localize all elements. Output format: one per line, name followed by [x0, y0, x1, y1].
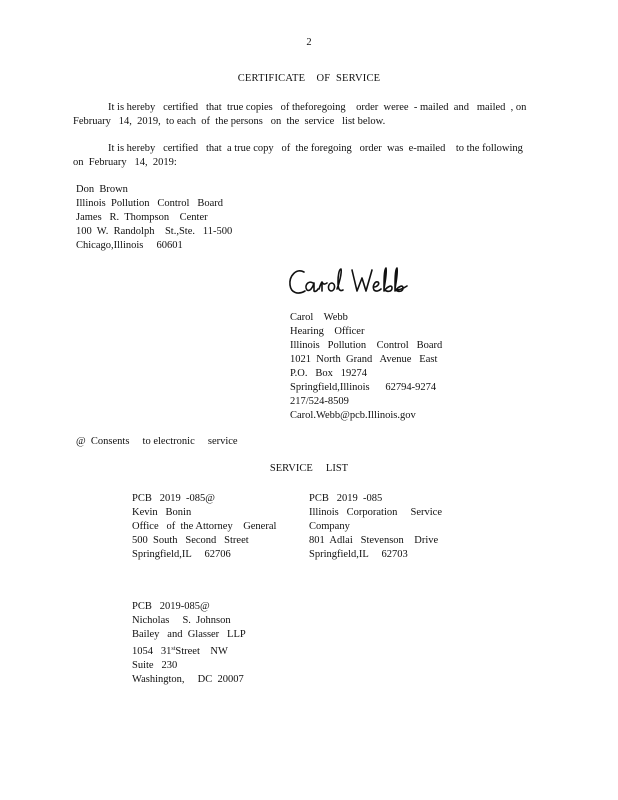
signer-title: Hearing Officer [290, 326, 365, 337]
entry-street-rest: Street NW [175, 646, 228, 657]
signer-address-line: 1021 North Grand Avenue East [290, 354, 438, 365]
recipient-address [76, 183, 232, 253]
street-ordinal-suffix: st [171, 646, 176, 652]
entry-line: Bailey and Glasser LLP [132, 629, 246, 640]
entry-line: PCB 2019-085@ [132, 601, 210, 612]
certificate-title: CERTIFICATE OF SERVICE [237, 73, 381, 84]
service-list-title: SERVICE LIST [269, 463, 349, 474]
signer-po-box: P.O. Box 19274 [290, 368, 368, 379]
service-list-entry [132, 492, 276, 562]
signer-city-line: Springfield,Illinois 62794-9274 [290, 382, 437, 393]
entry-line: 801 Adlai Stevenson Drive [309, 535, 439, 546]
certificate-paragraph-2-line-1: It is hereby certified that a true copy of the foregoing order was e-mailed to the following [108, 143, 523, 154]
entry-line: Springfield,IL 62703 [309, 549, 408, 560]
entry-line: PCB 2019 -085 [309, 493, 383, 504]
handwritten-signature [286, 262, 416, 302]
entry-line: Washington, DC 20007 [132, 674, 244, 685]
entry-line: Illinois Corporation Service [309, 507, 442, 518]
recipient-line: 100 W. Randolph St.,Ste. 11-500 [76, 226, 233, 237]
entry-line: Suite 230 [132, 660, 178, 671]
entry-line: Office of the Attorney General [132, 521, 277, 532]
recipient-line: James R. Thompson Center [76, 212, 208, 223]
certificate-paragraph-2-line-2: on February 14, 2019: [73, 157, 177, 168]
signer-email: Carol.Webb@pcb.Illinois.gov [290, 410, 416, 421]
signer-organization: Illinois Pollution Control Board [290, 340, 443, 351]
entry-line: Company [309, 521, 350, 532]
signature-block [290, 311, 442, 423]
signer-phone: 217/524-8509 [290, 396, 349, 407]
service-list-entry [132, 600, 246, 687]
entry-street-number: 1054 31 [132, 646, 172, 657]
recipient-line: Don Brown [76, 184, 128, 195]
service-list-entry [309, 492, 442, 562]
entry-line: 500 South Second Street [132, 535, 249, 546]
entry-line: PCB 2019 -085@ [132, 493, 215, 504]
page-number: 2 [306, 37, 312, 48]
certificate-paragraph-1-line-2: February 14, 2019, to each of the persons on the service list below. [73, 116, 386, 127]
recipient-line: Illinois Pollution Control Board [76, 198, 224, 209]
entry-street-line [132, 642, 246, 659]
certificate-paragraph-1-line-1: It is hereby certified that true copies of theforegoing order weree - mailed and mailed , on [108, 102, 527, 113]
entry-line: Nicholas S. Johnson [132, 615, 231, 626]
entry-line: Kevin Bonin [132, 507, 192, 518]
recipient-line: Chicago,Illinois 60601 [76, 240, 183, 251]
entry-line: Springfield,IL 62706 [132, 549, 231, 560]
consent-note: @ Consents to electronic service [76, 436, 238, 447]
signer-name: Carol Webb [290, 312, 348, 323]
